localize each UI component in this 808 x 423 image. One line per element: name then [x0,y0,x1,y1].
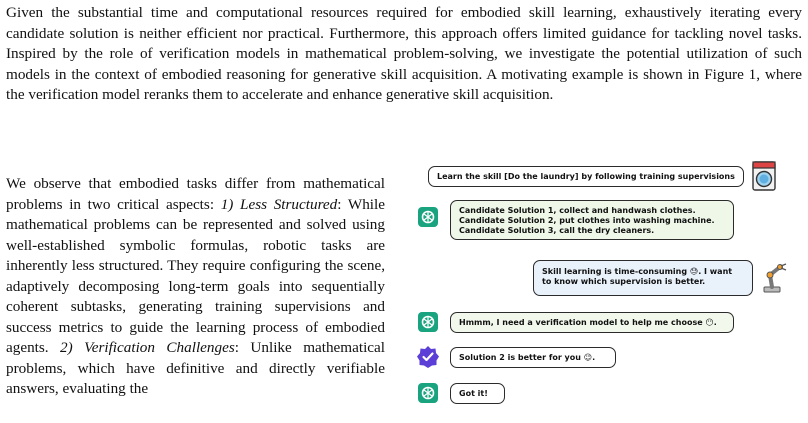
chatgpt-icon [418,207,438,227]
chatgpt-icon [418,312,438,332]
need-verifier-text: Hmmm, I need a verification model to help me choose 😶. [459,318,717,327]
verifier-answer-bubble [450,347,616,368]
robot-line-1: Skill learning is time-consuming 😓. I want [542,267,733,276]
got-it-text: Got it! [459,389,488,398]
verifier-answer-text: Solution 2 is better for you 😉. [459,353,596,362]
aspects-intro: We observe that embodied tasks differ from mathematical problems in two critical aspects: [6,175,385,213]
need-verifier-bubble [450,312,734,333]
point2-title: 2) Verification Challenges [60,339,235,356]
robot-bubble [533,260,753,296]
prompt-text: Learn the skill [Do the laundry] by following training supervisions [437,172,735,181]
candidate-bubble [450,200,734,240]
got-it-bubble [450,383,505,404]
prompt-bubble [428,166,744,187]
point1-text: : While mathematical problems can be represented and solved using well-established symbolic formulas, robotic tasks are inherently less structured. They require configuring the scene, adaptively decomposing long-term goals into sequentially coherent subtasks, generating training supervisions and success metrics to guide the learning process of embodied agents. [6,195,385,356]
candidate-1: Candidate Solution 1, collect and handwash clothes. [459,206,696,215]
chatgpt-icon [418,383,438,403]
candidate-3: Candidate Solution 3, call the dry cleaners. [459,226,655,235]
point1-title: 1) Less Structured [220,195,338,213]
washing-machine-icon [751,160,777,192]
aspects-paragraph [6,174,385,400]
robot-arm-icon [760,261,788,293]
robot-line-2: to know which supervision is better. [542,277,706,286]
figure-1 [400,160,808,423]
point2-text: : Unlike mathematical problems, which have definitive and directly verifiable answers, evaluating the [6,339,385,397]
verifier-badge-icon [416,345,440,369]
intro-paragraph: Given the substantial time and computational resources required for embodied skill learning, exhaustively iterating every candidate solution is neither efficient nor practical. Furthermore, this approach offers limited guidance for tackling novel tasks. Inspired by the role of verification models in mathematical problem-solving, we investigate the potential utilization of such models in the context of embodied reasoning for generative skill acquisition. A motivating example is shown in Figure 1, where the verification model reranks them to accelerate and enhance generative skill acquisition. [6,4,802,103]
candidate-2: Candidate Solution 2, put clothes into washing machine. [459,216,715,225]
